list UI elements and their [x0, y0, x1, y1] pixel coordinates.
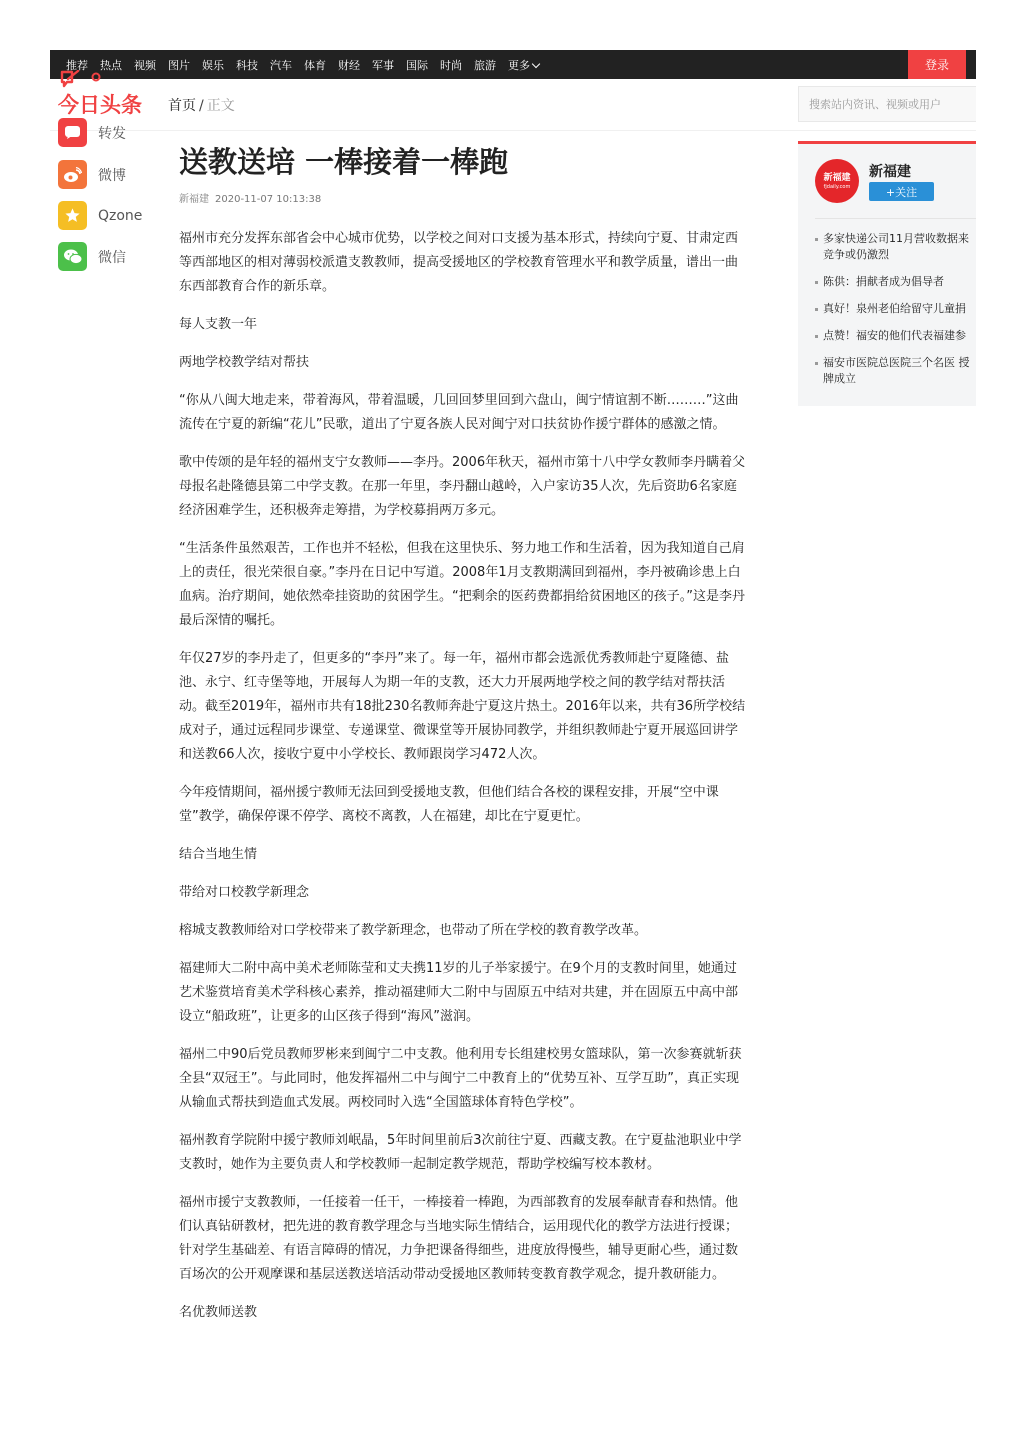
login-button[interactable]: 登录	[908, 50, 966, 79]
breadcrumb-current: 正文	[206, 98, 235, 114]
article-subheading: 每人支教一年	[179, 317, 258, 332]
article-paragraph: “生活条件虽然艰苦，工作也并不轻松，但我在这里快乐、努力地工作和生活着，因为我知道自己肩上的责任，很光荣很自豪。”李丹在日记中写道。2008年1月支教期满回到福州，李丹被确诊患上白血病。治疗期间，她依然牵挂资助的贫困学生。“把剩余的医药费都捐给贫困地区的孩子。”这是李丹最后深情的嘱托。	[179, 541, 745, 628]
more-label: 更多	[508, 58, 530, 72]
related-news-title: 陈供：捐献者成为倡导者	[823, 275, 944, 288]
share-qzone-label: Qzone	[98, 207, 143, 224]
related-news-list	[814, 231, 976, 398]
author-panel	[798, 141, 976, 406]
toutiao-logo-icon	[58, 70, 104, 94]
share-wechat-label: 微信	[98, 249, 126, 266]
nav-item-video[interactable]: 视频	[134, 58, 156, 72]
related-news-title: 点赞！福安的他们代表福建参	[823, 329, 966, 342]
share-qzone[interactable]	[58, 201, 142, 230]
article-content	[179, 227, 747, 1325]
share-wechat[interactable]	[58, 242, 126, 271]
article-paragraph: 今年疫情期间，福州援宁教师无法回到受援地支教，但他们结合各校的课程安排，开展“空中课堂”教学，确保停课不停学、离校不离教，人在福建，却比在宁夏更忙。	[179, 785, 719, 824]
article-meta	[179, 190, 747, 205]
article-time: 2020-11-07 10:13:38	[215, 194, 322, 205]
article-paragraph: 年仅27岁的李丹走了，但更多的“李丹”来了。每一年，福州市都会选派优秀教师赴宁夏隆德、盐池、永宁、红寺堡等地，开展每人为期一年的支教，还大力开展两地学校之间的教学结对帮扶活动。截至2019年，福州市共有18批230名教师奔赴宁夏这片热土。2016年以来，共有36所学校结成对子，通过远程同步课堂、专递课堂、微课堂等开展协同教学，并组织教师赴宁夏开展巡回讲学和送教66人次，接收宁夏中小学校长、教师跟岗学习472人次。	[179, 651, 746, 762]
article-paragraph: 歌中传颂的是年轻的福州支宁女教师——李丹。2006年秋天，福州市第十八中学女教师李丹瞒着父母报名赴隆德县第二中学支教。在那一年里，李丹翻山越岭，入户家访35人次，先后资助6名家庭经济困难学生，还积极奔走筹措，为学校募捐两万多元。	[179, 455, 746, 518]
related-news-title: 真好！泉州老伯给留守儿童捐	[823, 302, 966, 315]
share-repost-label: 转发	[98, 125, 126, 142]
share-weibo[interactable]	[58, 160, 126, 189]
author-name[interactable]: 新福建	[869, 164, 911, 180]
nav-item-travel[interactable]: 旅游	[474, 58, 496, 72]
panel-divider	[815, 218, 976, 219]
related-news-item[interactable]: 福安市医院总医院三个名医 授牌成立	[814, 355, 976, 387]
article-subheading: 两地学校教学结对帮扶	[179, 355, 310, 370]
weibo-icon	[58, 160, 87, 189]
share-repost[interactable]	[58, 118, 126, 147]
wechat-icon	[58, 242, 87, 271]
article-paragraph: 福州市援宁支教教师，一任接着一任干，一棒接着一棒跑，为西部教育的发展奉献青春和热情。他们认真钻研教材，把先进的教育教学理念与当地实际生情结合，运用现代化的教学方法进行授课；针对学生基础差、有语言障碍的情况，力争把课备得细些，进度放得慢些，辅导更耐心些，通过数百场次的公开观摩课和基层送教送培活动带动受援地区教师转变教育教学观念，提升教研能力。	[179, 1195, 739, 1282]
header-divider	[50, 130, 976, 131]
article-paragraph: 福建师大二附中高中美术老师陈莹和丈夫携11岁的儿子举家援宁。在9个月的支教时间里，她通过艺术鉴赏培育美术学科核心素养，推动福建师大二附中与固原五中结对共建，并在固原五中高中部设立“船政班”，让更多的山区孩子得到“海风”滋润。	[179, 961, 739, 1024]
repost-icon	[58, 118, 87, 147]
related-news-item[interactable]	[814, 328, 976, 344]
related-news-item[interactable]	[814, 274, 976, 290]
related-news-item[interactable]	[814, 301, 976, 317]
toutiao-logo[interactable]	[58, 70, 158, 120]
nav-item-image[interactable]: 图片	[168, 58, 190, 72]
article	[179, 140, 747, 1339]
nav-item-international[interactable]: 国际	[406, 58, 428, 72]
article-paragraph: 福州教育学院附中援宁教师刘岷晶，5年时间里前后3次前往宁夏、西藏支教。在宁夏盐池职业中学支教时，她作为主要负责人和学校教师一起制定教学规范，帮助学校编写校本教材。	[179, 1133, 742, 1172]
breadcrumb-home[interactable]: 首页	[168, 98, 196, 114]
article-title: 送教送培 一棒接着一棒跑	[179, 145, 509, 179]
article-paragraph: 福州二中90后党员教师罗彬来到闽宁二中支教。他利用专长组建校男女篮球队，第一次参赛就斩获全县“双冠王”。与此同时，他发挥福州二中与闽宁二中教育上的“优势互补、互学互助”，真正实现从输血式帮扶到造血式发展。两校同时入选“全国篮球体育特色学校”。	[179, 1047, 742, 1110]
logo-text: 今日头条	[58, 93, 142, 117]
nav-item-tech[interactable]: 科技	[236, 58, 258, 72]
nav-item-fashion[interactable]: 时尚	[440, 58, 462, 72]
breadcrumb-separator: /	[199, 98, 204, 114]
nav-item-military[interactable]: 军事	[372, 58, 394, 72]
article-source[interactable]: 新福建	[179, 194, 209, 205]
article-paragraph: 福州市充分发挥东部省会中心城市优势，以学校之间对口支援为基本形式，持续向宁夏、甘肃定西等西部地区的相对薄弱校派遣支教教师，提高受援地区的学校教育管理水平和教学质量，谱出一曲东西部教育合作的新乐章。	[179, 231, 739, 294]
breadcrumb	[168, 95, 235, 115]
avatar[interactable]	[815, 159, 859, 203]
article-subheading: 结合当地生情	[179, 847, 258, 862]
nav-item-recommend[interactable]: 推荐	[66, 58, 88, 72]
article-subheading: 带给对口校教学新理念	[179, 885, 310, 900]
top-nav-bar	[50, 50, 976, 79]
nav-item-finance[interactable]: 财经	[338, 58, 360, 72]
search-input[interactable]	[798, 86, 976, 122]
follow-button[interactable]: +关注	[869, 182, 934, 201]
article-subheading: 名优教师送教	[179, 1305, 258, 1320]
nav-item-hot[interactable]: 热点	[100, 58, 122, 72]
avatar-subtext: fjdaily.com	[823, 183, 851, 190]
nav-item-auto[interactable]: 汽车	[270, 58, 292, 72]
article-paragraph: 榕城支教教师给对口学校带来了教学新理念，也带动了所在学校的教育教学改革。	[179, 923, 648, 938]
related-news-item[interactable]: 多家快递公司11月营收数据来 竞争或仍激烈	[814, 231, 976, 263]
qzone-star-icon	[58, 201, 87, 230]
nav-item-entertainment[interactable]: 娱乐	[202, 58, 224, 72]
share-weibo-label: 微博	[98, 167, 126, 184]
chevron-down-icon	[532, 59, 540, 67]
article-paragraph: “你从八闽大地走来，带着海风，带着温暖，几回回梦里回到六盘山，闽宁情谊割不断………”这曲流传在宁夏的新编“花儿”民歌，道出了宁夏各族人民对闽宁对口扶贫协作援宁群体的感激之情。	[179, 393, 739, 432]
avatar-text: 新福建	[823, 172, 851, 183]
nav-item-more[interactable]	[508, 57, 539, 73]
nav-item-sports[interactable]: 体育	[304, 58, 326, 72]
